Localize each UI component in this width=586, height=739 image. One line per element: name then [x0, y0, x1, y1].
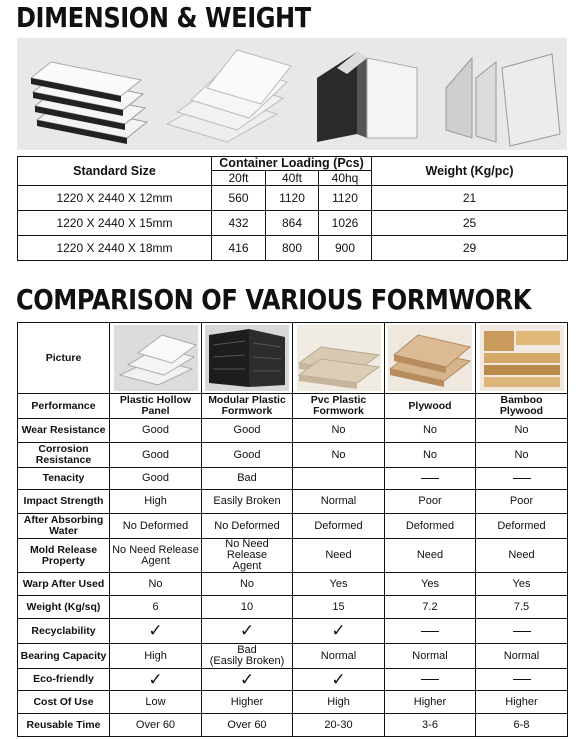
table-cell: Normal [293, 490, 385, 514]
table-cell: Good [110, 443, 202, 468]
col-40ft: 40ft [266, 171, 319, 186]
weight-header: Weight (Kg/pc) [372, 157, 568, 186]
table-cell: No Deformed [110, 514, 202, 539]
col-20ft: 20ft [212, 171, 266, 186]
table-cell: Yes [385, 573, 476, 596]
row-label: Wear Resistance [18, 419, 110, 443]
check-icon: ✓ [148, 621, 163, 640]
dash-icon [513, 478, 531, 479]
table-cell: No Need Release Agent [110, 539, 202, 573]
row-label: Warp After Used [18, 573, 110, 596]
table-cell [385, 619, 476, 644]
product-name-bamboo-plywood: Bamboo Plywood [476, 394, 568, 419]
dash-icon [421, 631, 439, 632]
table-cell: No [202, 573, 293, 596]
table-cell: Good [110, 468, 202, 490]
product-name-plastic-hollow: Plastic Hollow Panel [110, 394, 202, 419]
table-row [18, 539, 568, 573]
table-cell: Poor [476, 490, 568, 514]
table-cell: Deformed [385, 514, 476, 539]
table-cell: 15 [293, 596, 385, 619]
table-row [18, 644, 568, 669]
table-cell: Bad (Easily Broken) [202, 644, 293, 669]
table-cell: No Need Release Agent [202, 539, 293, 573]
table-row [18, 714, 568, 737]
weight-cell: 25 [372, 211, 568, 236]
table-row [18, 619, 568, 644]
table-cell: No [293, 443, 385, 468]
dash-icon [513, 631, 531, 632]
cell-40hq: 900 [319, 236, 372, 261]
table-cell: Normal [385, 644, 476, 669]
table-cell [476, 619, 568, 644]
product-name-modular-plastic: Modular Plastic Formwork [202, 394, 293, 419]
cell-20ft: 432 [212, 211, 266, 236]
row-label: After Absorbing Water [18, 514, 110, 539]
comparison-heading: COMPARISON OF VARIOUS FORMWORK [16, 283, 531, 316]
table-cell: Need [385, 539, 476, 573]
table-cell: No Deformed [202, 514, 293, 539]
table-cell: Deformed [476, 514, 568, 539]
table-cell: Low [110, 691, 202, 714]
table-cell: 3-6 [385, 714, 476, 737]
table-cell [476, 468, 568, 490]
table-cell: No [293, 419, 385, 443]
table-cell: No [385, 419, 476, 443]
table-row [18, 468, 568, 490]
cell-40ft: 1120 [266, 186, 319, 211]
table-row [18, 490, 568, 514]
formwork-comparison-table [17, 322, 568, 737]
dash-icon [513, 679, 531, 680]
check-icon: ✓ [331, 669, 346, 689]
table-cell [385, 669, 476, 691]
check-icon: ✓ [239, 621, 255, 640]
plastic-hollow-panel-picture [110, 323, 202, 394]
table-cell: Need [293, 539, 385, 573]
dash-icon [421, 478, 439, 479]
size-cell: 1220 X 2440 X 15mm [18, 211, 212, 236]
table-cell: Good [110, 419, 202, 443]
table-cell [110, 619, 202, 644]
table-cell [385, 468, 476, 490]
row-label: Reusable Time [18, 714, 110, 737]
table-cell: High [110, 644, 202, 669]
table-cell: Deformed [293, 514, 385, 539]
cell-20ft: 416 [212, 236, 266, 261]
table-cell: Poor [385, 490, 476, 514]
table-row [18, 691, 568, 714]
cell-20ft: 560 [212, 186, 266, 211]
product-photo-strip [17, 38, 567, 150]
table-cell: Bad [202, 468, 293, 490]
weight-cell: 21 [372, 186, 568, 211]
table-cell: 6 [110, 596, 202, 619]
table-cell: Higher [202, 691, 293, 714]
table-cell: 6-8 [476, 714, 568, 737]
table-row [18, 596, 568, 619]
table-cell: Yes [293, 573, 385, 596]
table-cell: 7.5 [476, 596, 568, 619]
size-cell: 1220 X 2440 X 18mm [18, 236, 212, 261]
table-cell: Higher [476, 691, 568, 714]
table-cell: Normal [293, 644, 385, 669]
table-cell: No [476, 443, 568, 468]
check-icon: ✓ [331, 621, 346, 640]
cell-40ft: 800 [266, 236, 319, 261]
white-panels-fan-photo [157, 38, 297, 150]
table-cell: Normal [476, 644, 568, 669]
cell-40hq: 1026 [319, 211, 372, 236]
table-cell: High [293, 691, 385, 714]
table-row [18, 443, 568, 468]
row-label: Corrosion Resistance [18, 443, 110, 468]
table-cell: Over 60 [202, 714, 293, 737]
cell-40hq: 1120 [319, 186, 372, 211]
table-cell [476, 669, 568, 691]
performance-row [18, 394, 568, 419]
table-cell: Yes [476, 573, 568, 596]
modular-plastic-formwork-picture [202, 323, 293, 394]
table-cell: Need [476, 539, 568, 573]
grey-panels-photo [432, 38, 567, 150]
check-icon: ✓ [148, 669, 163, 689]
table-cell [202, 619, 293, 644]
panel-cross-section-photo [297, 38, 432, 150]
container-loading-header: Container Loading (Pcs) [212, 157, 372, 171]
table-cell: Easily Broken [202, 490, 293, 514]
table-row [18, 419, 568, 443]
row-label: Bearing Capacity [18, 644, 110, 669]
plywood-picture [385, 323, 476, 394]
dimension-weight-heading: DIMENSION & WEIGHT [16, 1, 311, 34]
table-cell: 20-30 [293, 714, 385, 737]
table-cell [293, 669, 385, 691]
row-label: Weight (Kg/sq) [18, 596, 110, 619]
row-label: Tenacity [18, 468, 110, 490]
dash-icon [421, 679, 439, 680]
product-name-pvc-plastic: Pvc Plastic Formwork [293, 394, 385, 419]
col-40hq: 40hq [319, 171, 372, 186]
picture-label: Picture [18, 323, 110, 394]
row-label: Impact Strength [18, 490, 110, 514]
pvc-plastic-formwork-picture [293, 323, 385, 394]
table-cell: High [110, 490, 202, 514]
table-cell [110, 669, 202, 691]
standard-size-header: Standard Size [18, 157, 212, 186]
picture-row [18, 323, 568, 394]
cell-40ft: 864 [266, 211, 319, 236]
weight-cell: 29 [372, 236, 568, 261]
table-row [18, 669, 568, 691]
table-cell: Higher [385, 691, 476, 714]
table-cell: 10 [202, 596, 293, 619]
performance-label: Performance [18, 394, 110, 419]
table-row [18, 211, 568, 236]
table-cell: No [476, 419, 568, 443]
check-icon: ✓ [239, 669, 255, 689]
row-label: Recyclability [18, 619, 110, 644]
row-label: Eco-friendly [18, 669, 110, 691]
row-label: Cost Of Use [18, 691, 110, 714]
table-row [18, 573, 568, 596]
table-cell: 7.2 [385, 596, 476, 619]
product-name-plywood: Plywood [385, 394, 476, 419]
table-cell: Good [202, 443, 293, 468]
table-row [18, 514, 568, 539]
table-cell: No [110, 573, 202, 596]
row-label: Mold Release Property [18, 539, 110, 573]
table-cell [202, 669, 293, 691]
table-cell: Over 60 [110, 714, 202, 737]
table-cell: Good [202, 419, 293, 443]
table-row [18, 236, 568, 261]
table-cell: No [385, 443, 476, 468]
bamboo-plywood-picture [476, 323, 568, 394]
table-cell [293, 619, 385, 644]
size-cell: 1220 X 2440 X 12mm [18, 186, 212, 211]
table-cell [293, 468, 385, 490]
table-row [18, 186, 568, 211]
hollow-panel-stack-photo [17, 38, 157, 150]
dimension-weight-table [17, 156, 568, 261]
